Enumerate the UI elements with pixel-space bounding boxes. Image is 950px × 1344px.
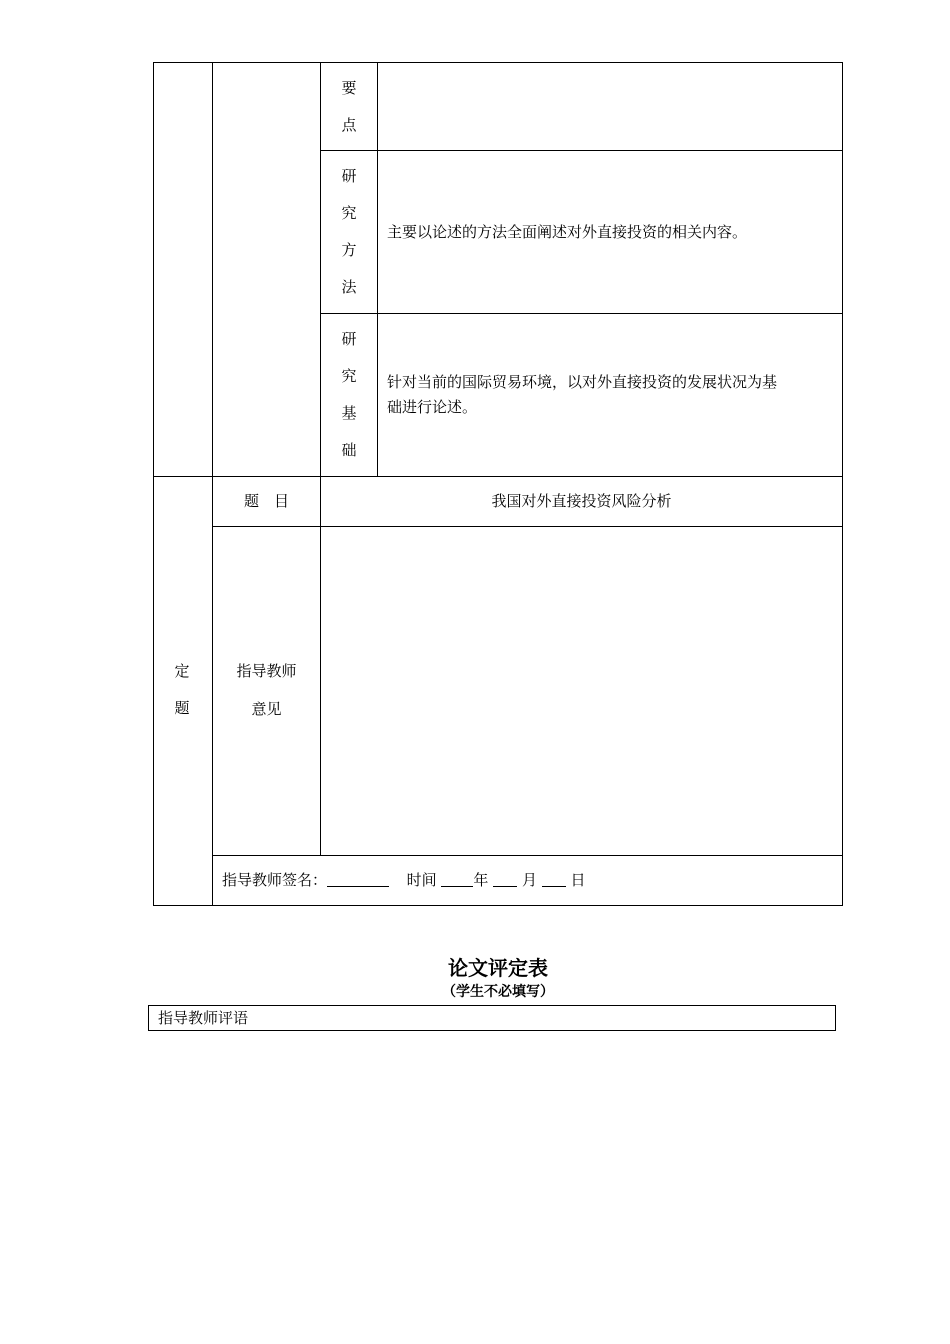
- evaluation-subheading: （学生不必填写）: [442, 984, 554, 1000]
- research-method-label-char: 法: [341, 278, 357, 296]
- signature-label: 指导教师签名：: [222, 871, 328, 889]
- month-label: 月: [521, 871, 537, 889]
- topic-title-label: 题 目: [243, 492, 289, 510]
- year-label: 年: [473, 871, 489, 889]
- research-method-label-char: 研: [341, 167, 357, 185]
- table-col-divider-1: [212, 62, 213, 906]
- topic-section-label-char: 题: [174, 699, 190, 717]
- day-blank: [542, 870, 566, 887]
- month-blank: [493, 870, 517, 887]
- research-basis-label-char: 基: [341, 404, 357, 422]
- advisor-opinion-label-line2: 意见: [251, 700, 282, 718]
- topic-title-value: 我国对外直接投资风险分析: [491, 492, 672, 510]
- research-basis-label-char: 究: [341, 367, 357, 385]
- topic-section-label: [170, 653, 194, 727]
- row-divider-5: [212, 855, 843, 856]
- key-points-label-char: 要: [341, 79, 357, 97]
- row-divider-2: [320, 313, 843, 314]
- day-label: 日: [570, 871, 586, 889]
- table-right-border: [842, 62, 843, 906]
- research-method-content: 主要以论述的方法全面阐述对外直接投资的相关内容。: [387, 223, 748, 241]
- advisor-opinion-label-line1: 指导教师: [236, 662, 297, 680]
- evaluation-heading: 论文评定表: [448, 956, 548, 980]
- table-bottom-border: [153, 905, 843, 906]
- table-col-divider-3: [377, 62, 378, 476]
- year-blank: [441, 870, 473, 887]
- key-points-label-char: 点: [341, 116, 357, 134]
- research-basis-label-char: 研: [341, 330, 357, 348]
- table-col-divider-4: [320, 476, 321, 855]
- research-basis-label-char: 础: [341, 441, 357, 459]
- advisor-comment-box: [148, 1005, 836, 1031]
- research-method-label: [337, 158, 361, 306]
- row-divider-1: [320, 150, 843, 151]
- advisor-comment-label: 指导教师评语: [158, 1009, 249, 1027]
- topic-section-label-char: 定: [174, 662, 190, 680]
- research-method-label-char: 方: [341, 241, 357, 259]
- research-method-label-char: 究: [341, 204, 357, 222]
- time-label: 时间: [406, 871, 437, 889]
- key-points-label: [337, 70, 361, 144]
- table-col-divider-2: [320, 62, 321, 476]
- table-left-border: [153, 62, 154, 906]
- row-divider-4: [212, 526, 843, 527]
- research-basis-content-line2: 础进行论述。: [387, 398, 478, 416]
- row-divider-3: [153, 476, 843, 477]
- table-top-border: [153, 62, 843, 63]
- research-basis-label: [337, 321, 361, 469]
- research-basis-content-line1: 针对当前的国际贸易环境，以对外直接投资的发展状况为基: [387, 373, 778, 391]
- signature-row: [222, 868, 586, 892]
- signature-blank: [327, 870, 389, 887]
